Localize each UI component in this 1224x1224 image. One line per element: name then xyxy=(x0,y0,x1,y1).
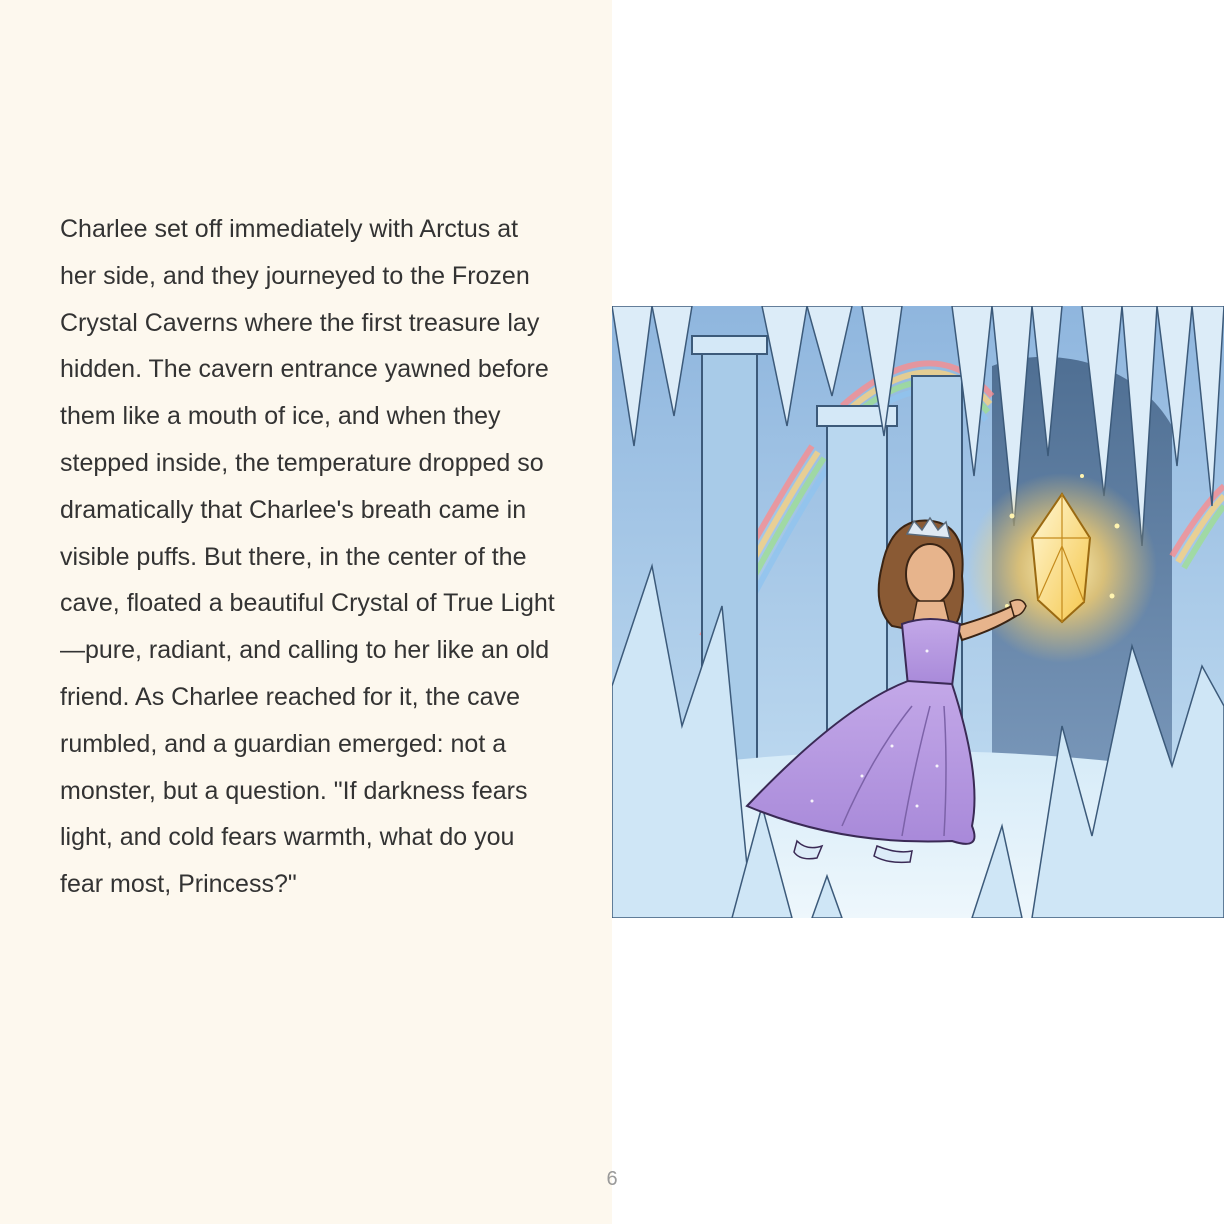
page-number: 6 xyxy=(606,1168,618,1190)
story-text: Charlee set off immediately with Arctus at her side, and they journeyed to the Frozen Crystal Caverns where the first treasure lay hidden. The cavern entrance yawned before them like a mouth of ice, and when they stepped inside, the temperature dropped so dramatically that Charlee's breath came in visible puffs. But there, in the center of the cave, floated a beautiful Crystal of True Light—pure, radiant, and calling to her like an old friend. As Charlee reached for it, the cave rumbled, and a guardian emerged: not a monster, but a question. "If darkness fears light, and cold fears warmth, what do you fear most, Princess?" xyxy=(60,215,555,899)
dress-bodice xyxy=(902,619,960,686)
princess-in-ice-cave-image xyxy=(612,306,1224,918)
princess-face xyxy=(906,544,954,604)
ice-cave-illustration xyxy=(612,306,1224,918)
